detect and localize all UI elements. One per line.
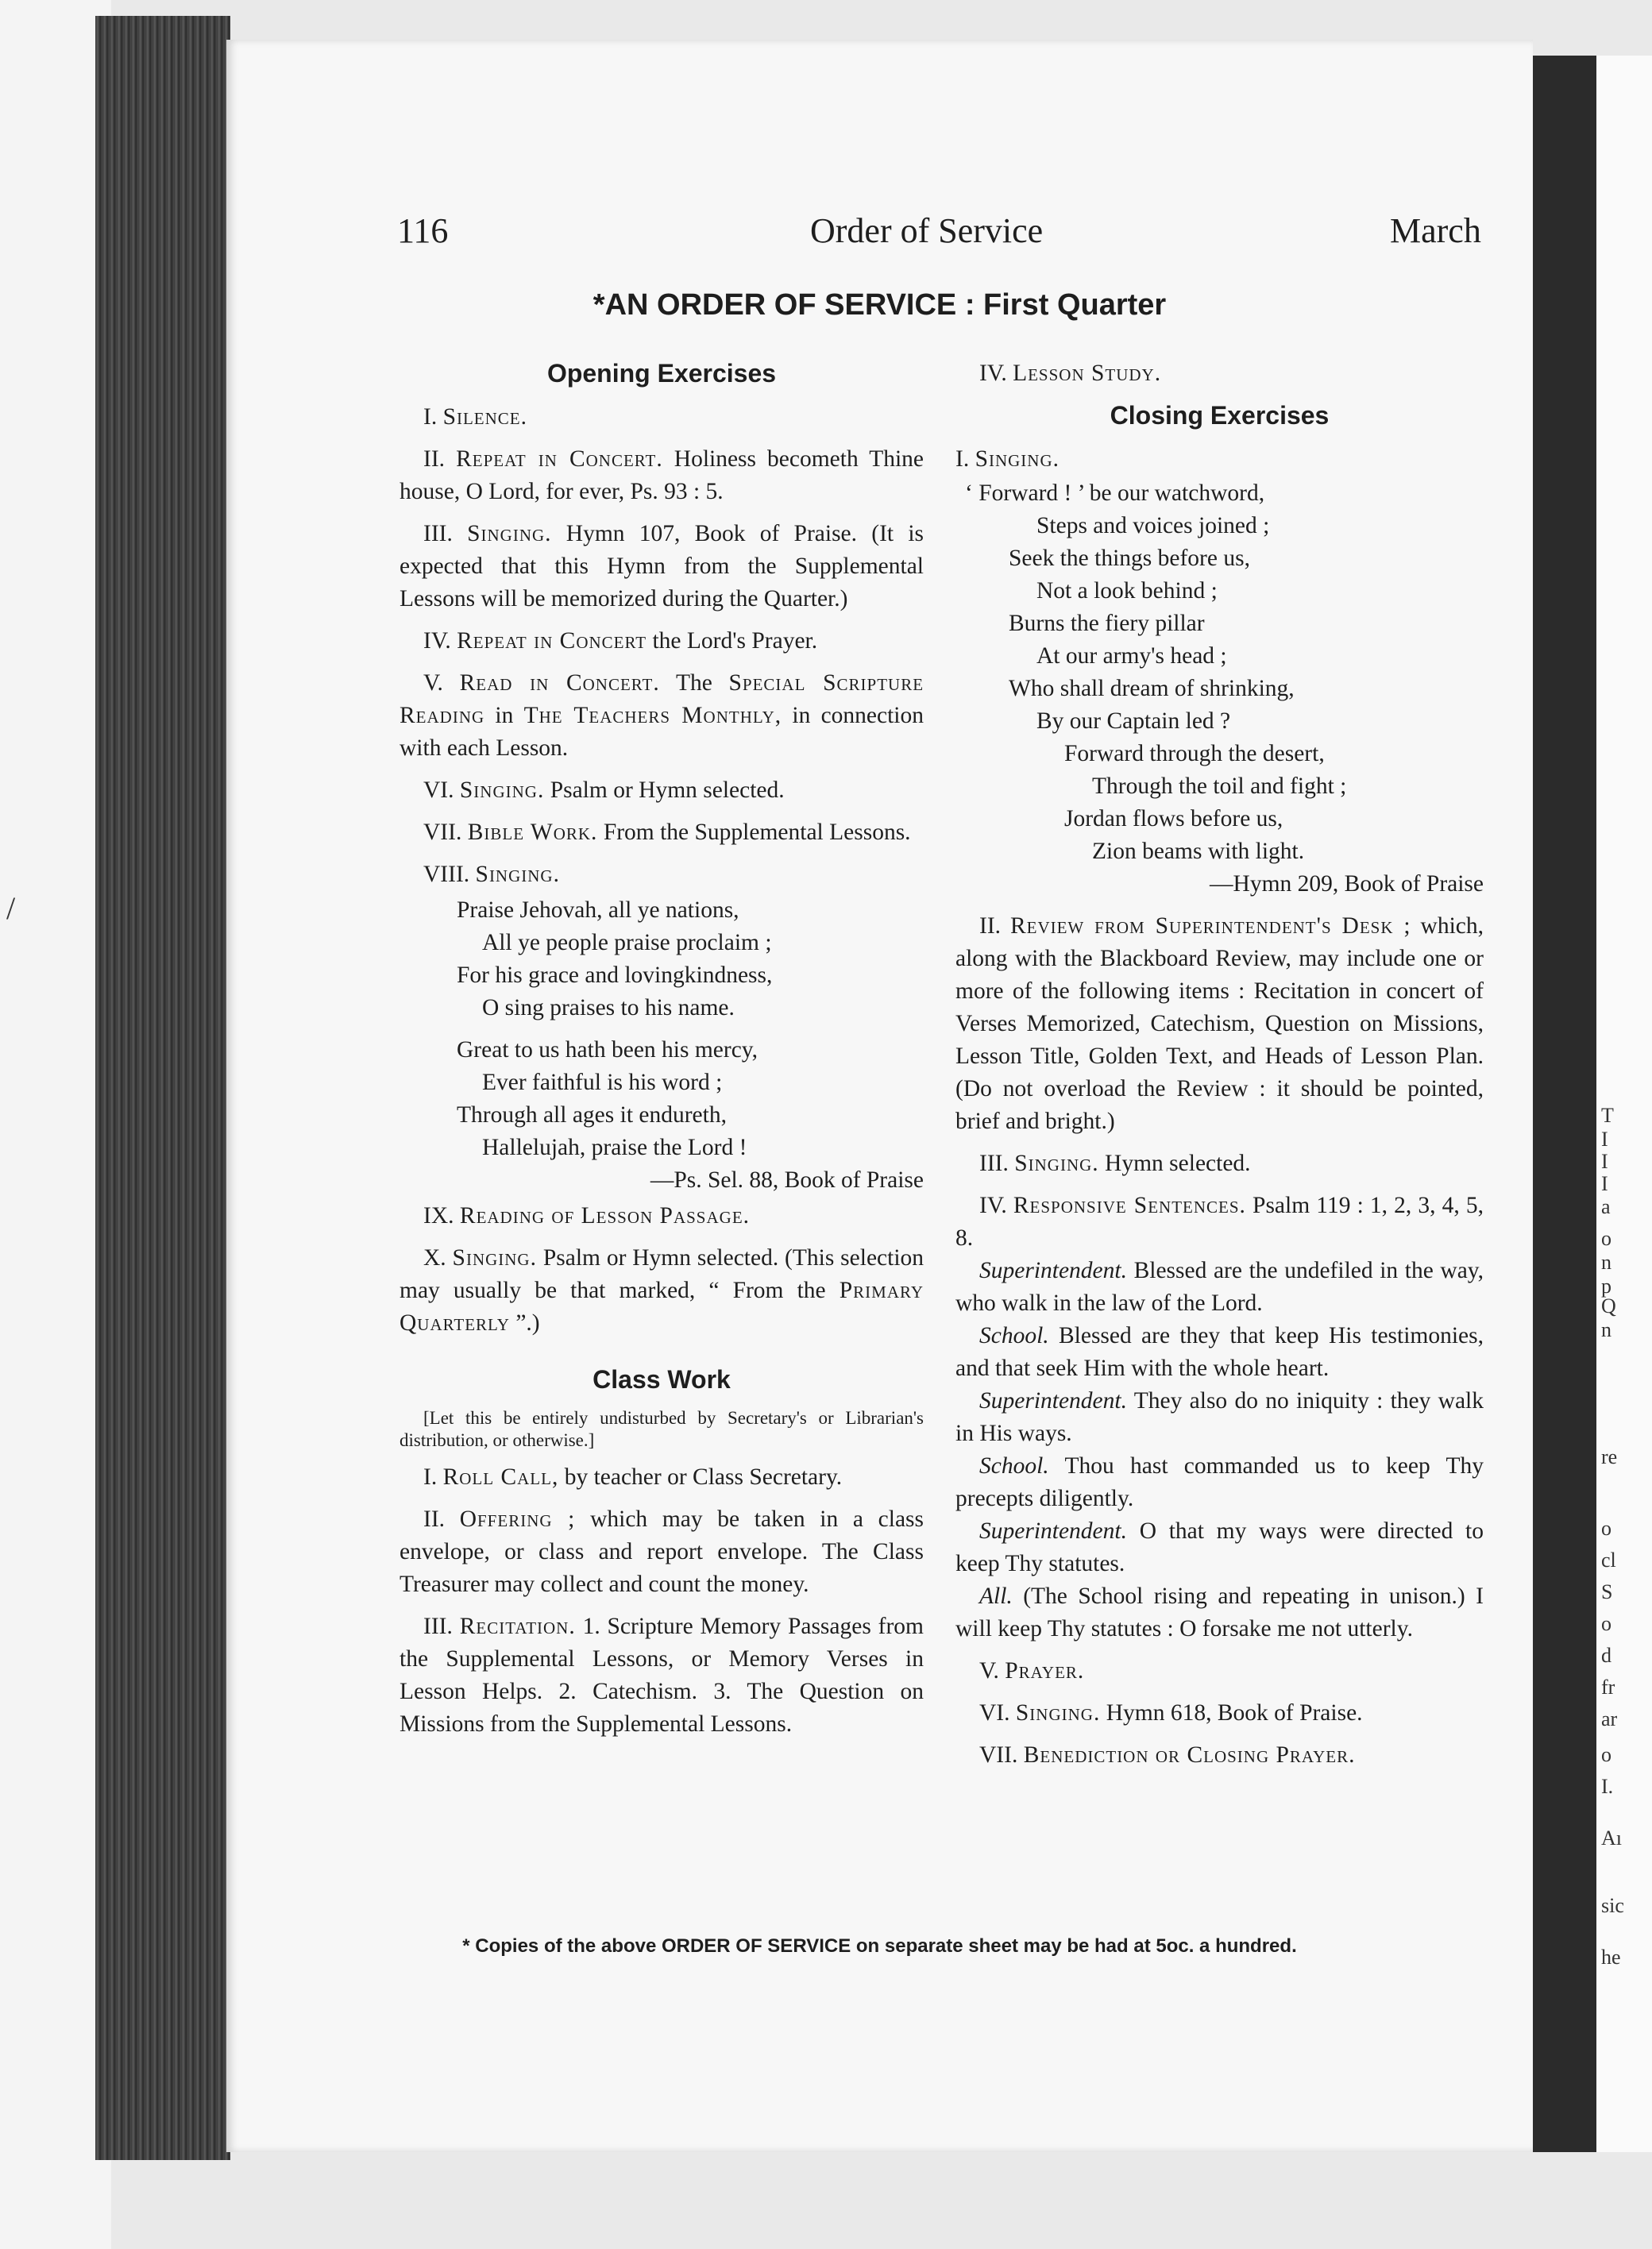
closing-hymn: ‘ Forward ! ’ be our watchword, Steps and voices joined ; Seek the things before us, Not a look behind ; Burns the fiery pillar At our army's head ; Who shall dream of shrinking, By our Captain led ? Forward through the desert, Through the toil and fight ; Jordan flows before us, Zion beams with light. —Hymn 209, Book of Praise xyxy=(955,477,1484,901)
response-line: School. Thou hast commanded us to keep Thy precepts diligently. xyxy=(955,1453,1484,1511)
adjacent-page-letter: fr xyxy=(1601,1676,1615,1699)
running-title: Order of Service xyxy=(810,211,1044,250)
opening-item-i: I. Silence. xyxy=(423,404,528,430)
hymn-stanza-1: Praise Jehovah, all ye nations, All ye people praise proclaim ; For his grace and lovingkindness, O sing praises to his name. xyxy=(457,897,773,1020)
closing-exercises-heading: Closing Exercises xyxy=(1110,401,1330,430)
class-work-heading: Class Work xyxy=(592,1365,731,1394)
scan-background-left xyxy=(0,0,111,2249)
adjacent-page-letter: n xyxy=(1601,1251,1611,1274)
adjacent-page-letter: a xyxy=(1601,1195,1611,1218)
opening-item-viii: VIII. Singing. xyxy=(423,862,560,887)
hymn-source: —Ps. Sel. 88, Book of Praise xyxy=(650,1167,924,1193)
closing-item-vii: VII. Benediction or Closing Prayer. xyxy=(979,1742,1356,1768)
opening-item-v: V. Read in Concert. The Special Scripture Reading in The Teachers Monthly, in connection with each Lesson. xyxy=(399,670,924,761)
scan-mark: / xyxy=(6,890,16,926)
closing-hymn-source: —Hymn 209, Book of Praise xyxy=(1210,871,1484,897)
left-column xyxy=(399,357,924,1750)
adjacent-page-letter: I xyxy=(1601,1172,1608,1195)
class-item-iv: IV. Lesson Study. xyxy=(979,361,1162,386)
adjacent-page-letter: Q xyxy=(1601,1294,1616,1317)
opening-item-vii: VII. Bible Work. From the Supplemental Lessons. xyxy=(423,820,911,845)
page-title: *AN ORDER OF SERVICE : First Quarter xyxy=(592,288,1167,322)
closing-item-v: V. Prayer. xyxy=(979,1658,1085,1684)
adjacent-page-letter: I. xyxy=(1601,1775,1614,1798)
opening-item-vi: VI. Singing. Psalm or Hymn selected. xyxy=(423,777,785,803)
closing-item-i: I. Singing. xyxy=(955,446,1060,472)
response-line: All. (The School rising and repeating in unison.) I will keep Thy statutes : O forsake me not utterly. xyxy=(955,1584,1484,1641)
book-page-edges xyxy=(95,16,230,2160)
adjacent-page-fragment xyxy=(1596,56,1652,2152)
adjacent-page-letter: Aı xyxy=(1601,1827,1622,1850)
adjacent-page-letter: n xyxy=(1601,1318,1611,1341)
response-line: Superintendent. O that my ways were directed to keep Thy statutes. xyxy=(955,1518,1484,1576)
adjacent-page-letter: he xyxy=(1601,1946,1621,1969)
adjacent-page-letter: p xyxy=(1601,1275,1611,1298)
opening-item-x: X. Singing. Psalm or Hymn selected. (This selection may usually be that marked, “ From the Primary Quarterly ”.) xyxy=(399,1245,924,1336)
adjacent-page-letter: o xyxy=(1601,1227,1611,1250)
opening-exercises-heading: Opening Exercises xyxy=(546,359,777,388)
response-line: Superintendent. They also do no iniquity : they walk in His ways. xyxy=(955,1388,1484,1446)
responsive-sentences xyxy=(955,1255,1484,1645)
right-column xyxy=(955,357,1484,1781)
adjacent-page-letter: T xyxy=(1601,1104,1614,1127)
footnote: * Copies of the above ORDER OF SERVICE on separate sheet may be had at 5oc. a hundred. xyxy=(462,1935,1297,1957)
class-item-i: I. Roll Call, by teacher or Class Secretary. xyxy=(423,1464,843,1490)
adjacent-page-letter: ar xyxy=(1601,1707,1618,1730)
adjacent-page-letter: I xyxy=(1601,1150,1608,1173)
hymn-stanza-2: Great to us hath been his mercy, Ever faithful is his word ; Through all ages it endureth, Hallelujah, praise the Lord ! —Ps. Sel. 88, Book of Praise xyxy=(399,1034,924,1197)
closing-item-vi: VI. Singing. Hymn 618, Book of Praise. xyxy=(979,1700,1363,1726)
response-line: School. Blessed are they that keep His testimonies, and that seek Him with the whole heart. xyxy=(955,1323,1484,1381)
closing-item-iv: IV. Responsive Sentences. Psalm 119 : 1, 2, 3, 4, 5, 8. xyxy=(955,1193,1484,1251)
adjacent-page-letter: re xyxy=(1601,1445,1618,1468)
closing-item-ii: II. Review from Superintendent's Desk ; which, along with the Blackboard Review, may include one or more of the following items : Recitation in concert of Verses Memorized, Catechism, Question on Missions, Lesson Title, Golden Text, and Heads of Lesson Plan. (Do not overload the Review : it should be pointed, brief and bright.) xyxy=(955,913,1484,1134)
closing-item-iii: III. Singing. Hymn selected. xyxy=(979,1151,1251,1176)
adjacent-page-letter: o xyxy=(1601,1517,1611,1540)
adjacent-page-letter: cl xyxy=(1601,1549,1616,1572)
class-item-iii: III. Recitation. 1. Scripture Memory Passages from the Supplemental Lessons, or Memory Verses in Lesson Helps. 2. Catechism. 3. The Question on Missions from the Supplemental Lessons. xyxy=(399,1614,924,1737)
page-number: 116 xyxy=(397,211,449,250)
adjacent-page-letter: o xyxy=(1601,1612,1611,1635)
adjacent-page-letter: sic xyxy=(1601,1894,1624,1917)
opening-item-ix: IX. Reading of Lesson Passage. xyxy=(423,1203,751,1229)
header-month: March xyxy=(1390,211,1481,250)
adjacent-page-letter: I xyxy=(1601,1128,1608,1151)
opening-item-iv: IV. Repeat in Concert the Lord's Prayer. xyxy=(423,628,818,654)
opening-item-ii: II. Repeat in Concert. Holiness becometh Thine house, O Lord, for ever, Ps. 93 : 5. xyxy=(399,446,924,504)
adjacent-page-letter: S xyxy=(1601,1580,1613,1603)
adjacent-page-letter: o xyxy=(1601,1743,1611,1766)
book-gutter xyxy=(1533,56,1596,2152)
adjacent-page-letter: d xyxy=(1601,1644,1611,1667)
response-line: Superintendent. Blessed are the undefiled in the way, who walk in the law of the Lord. xyxy=(955,1258,1484,1316)
class-item-ii: II. Offering ; which may be taken in a class envelope, or class and report envelope. The Class Treasurer may collect and count the money. xyxy=(399,1506,924,1597)
class-work-note: [Let this be entirely undisturbed by Secretary's or Librarian's distribution, or otherwise.] xyxy=(399,1408,924,1450)
opening-item-iii: III. Singing. Hymn 107, Book of Praise. (It is expected that this Hymn from the Supplemental Lessons will be memorized during the Quarter.) xyxy=(399,521,924,611)
